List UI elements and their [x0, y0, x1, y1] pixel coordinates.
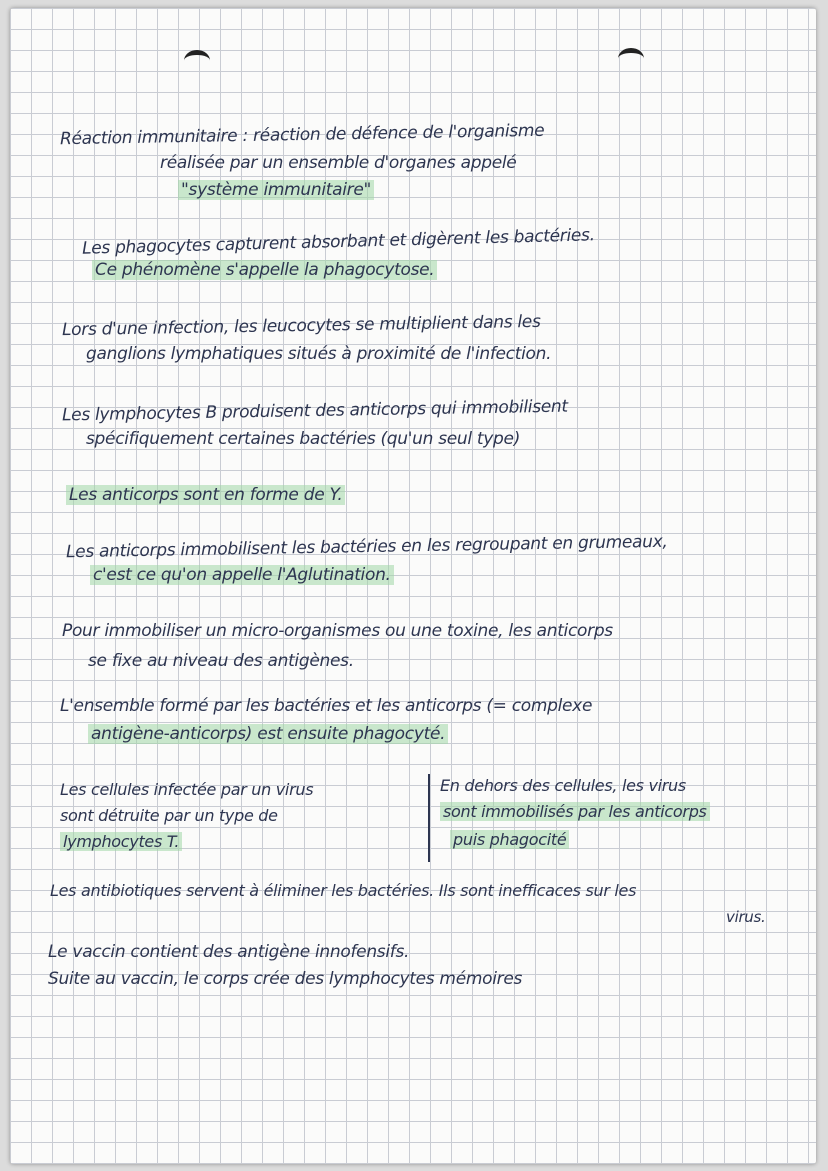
paragraph-7-line-2 [88, 724, 448, 744]
paragraph-3-line-1: Les lymphocytes B produisent des anticorps qui immobilisent [61, 396, 568, 426]
title-line-3 [178, 180, 374, 200]
highlight-phagocite: puis phagocité [450, 830, 569, 849]
paragraph-5-line-1: Les anticorps immobilisent les bactéries en les regroupant en grumeaux, [65, 531, 668, 563]
highlight-anticorps-y: Les anticorps sont en forme de Y. [66, 485, 345, 505]
left-column-line-3 [60, 832, 182, 851]
right-column-line-3 [450, 830, 569, 849]
paragraph-4-line-1 [66, 485, 345, 505]
paragraph-9-line-2: Suite au vaccin, le corps crée des lymphocytes mémoires [48, 969, 523, 989]
right-column-line-1: En dehors des cellules, les virus [440, 776, 686, 795]
paragraph-8-line-2: virus. [726, 908, 766, 926]
paragraph-8-line-1: Les antibiotiques servent à éliminer les bactéries. Ils sont inefficaces sur les [50, 881, 637, 900]
binder-hole-left [184, 50, 210, 71]
paragraph-5-line-2 [90, 565, 394, 585]
highlight-immobilises: sont immobilisés par les anticorps [440, 802, 710, 821]
highlight-phagocytose: Ce phénomène s'appelle la phagocytose. [92, 260, 437, 280]
paragraph-1-line-2 [92, 260, 437, 280]
highlight-complexe: antigène-anticorps) est ensuite phagocyté. [88, 724, 448, 744]
paragraph-6-line-2: se fixe au niveau des antigènes. [88, 651, 354, 671]
paragraph-9-line-1: Le vaccin contient des antigène innofensifs. [48, 942, 410, 962]
paragraph-6-line-1: Pour immobiliser un micro-organismes ou une toxine, les anticorps [62, 621, 613, 641]
highlight-systeme-immunitaire: "système immunitaire" [178, 180, 374, 200]
column-divider [428, 774, 430, 862]
right-column-line-2 [440, 802, 710, 821]
paragraph-2-line-2: ganglions lymphatiques situés à proximité de l'infection. [86, 344, 552, 364]
title-line-2: réalisée par un ensemble d'organes appelé [160, 153, 517, 173]
highlight-lymphocytes-t: lymphocytes T. [60, 832, 182, 851]
paragraph-2-line-1: Lors d'une infection, les leucocytes se multiplient dans les [61, 311, 541, 341]
paragraph-3-line-2: spécifiquement certaines bactéries (qu'un seul type) [86, 429, 521, 449]
highlight-aglutination: c'est ce qu'on appelle l'Aglutination. [90, 565, 394, 585]
paragraph-7-line-1: L'ensemble formé par les bactéries et les anticorps (= complexe [60, 696, 593, 716]
paragraph-1-line-1: Les phagocytes capturent absorbant et digèrent les bactéries. [81, 225, 595, 259]
notebook-page [10, 8, 816, 1164]
binder-hole-right [618, 48, 644, 69]
title-line-1: Réaction immunitaire : réaction de défence de l'organisme [59, 120, 545, 150]
left-column-line-2: sont détruite par un type de [60, 806, 278, 825]
left-column-line-1: Les cellules infectée par un virus [60, 780, 314, 799]
